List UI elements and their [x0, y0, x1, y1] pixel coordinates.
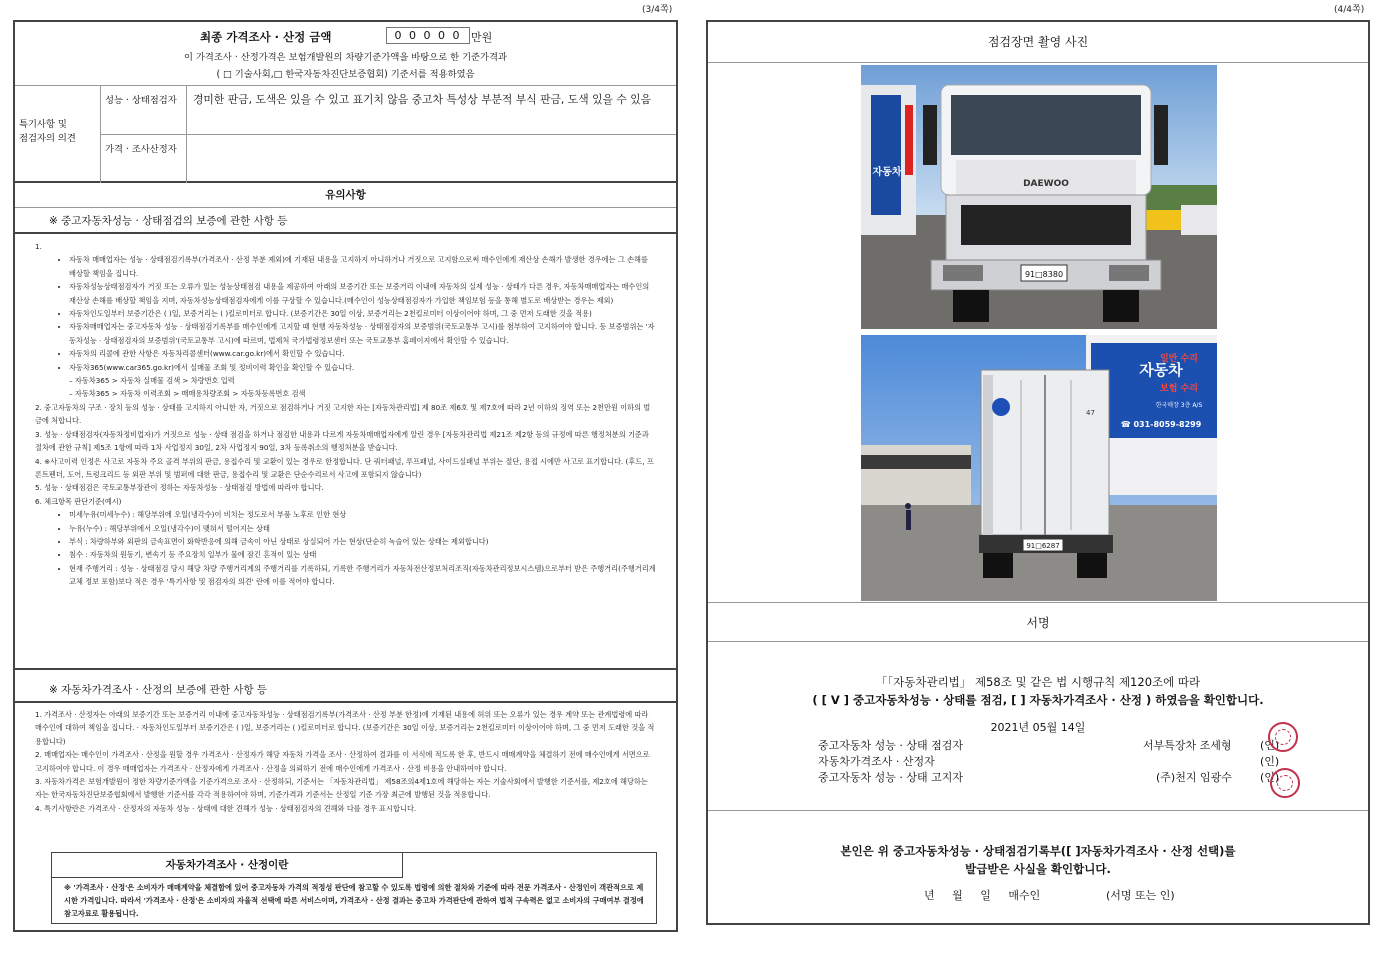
final-price-section — [15, 22, 676, 86]
sign-section-title: 서명 — [1026, 616, 1050, 630]
front-brand-text: DAEWOO — [1023, 179, 1069, 189]
item-1-subline: – 자동차365 > 자동차 이력조회 > 매매용차량조회 > 자동차등록번호 검색 — [69, 389, 306, 399]
item-1-bullet: • 자동차인도일부터 보증기간은 ( )일, 보증거리는 ( )킬로미터로 합니다. (보증기간은 30일 이상, 보증거리는 2천킬로미터 이상이어야 하며, 그 중 먼저 도래한 것을 적용) — [69, 307, 656, 320]
item-1-bullet: • 자동차 매매업자는 성능 · 상태점검기록부(가격조사 · 산정 부분 제외)에 기재된 내용을 고지하지 아니하거나 거짓으로 고지함으로써 매수인에게 재산상 손해가 발생한 경우에는 그 손해를 배상할 책임을 집니다. — [69, 253, 656, 280]
price-item: 3. 자동차가격은 보험개발원이 정한 차량기준가액을 기준가격으로 조사 · 산정하되, 기준서는 「자동차관리법」 제58조의4제1호에 해당하는 자는 기술사회에서 발행한 기준서를, 제2호에 해당하는 자는 한국자동차진단보증협회에서 발행한 기준서를 각각 적용하여야 하며, 기준가격과 기준서는 산정일 기준 가장 최근에 발행된 것을 적용합니다. — [35, 777, 648, 800]
buyer-confirm-section — [708, 810, 1368, 925]
signer-mark: (인) — [1260, 755, 1280, 768]
item-1-bullet: • 자동차매매업자는 중고자동차 성능 · 상태점검기록부를 매수인에게 고지할 때 현행 자동차성능 · 상태점검자의 보증범위(국토교통부 고시)를 첨부하여 고지하여야 합니다. 동 보증범위는 '자동차성능 · 상태점검자의 보증범위'(국토교통부 고시)에 따르며, 법제처 국가법령정보센터 또는 국토교통부 홈페이지에서 확인할 수 있습니다. — [69, 320, 656, 347]
rear-sign-line-1: 일반 수리 — [1160, 354, 1198, 364]
rear-sign-shop-name: 자동차 — [1139, 361, 1183, 379]
item-4: 4. ※사고이력 인정은 사고로 자동차 주요 골격 부위의 판금, 용접수리 및 교환이 있는 경우로 한정합니다. 단 쿼터패널, 루프패널, 사이드실패널 부위는 절단, 용접 시에만 사고로 표기합니다. (후드, 프론트펜더, 도어, 트렁크리드 등 외판 부위 및 범퍼에 대한 판금, 용접수리 및 교환은 단순수리로서 사고에 포함되지 않습니다) — [35, 456, 654, 479]
rear-inspection-photo — [861, 335, 1217, 601]
price-item: 2. 매매업자는 매수인이 가격조사 · 산정을 원할 경우 가격조사 · 산정자가 해당 자동차 가격을 조사 · 산정하여 결과를 이 서식에 적도록 한 후, 반드시 매매계약을 체결하기 전에 매수인에게 서면으로 고지하여야 합니다. 이 경우 매매업자는 가격조사 · 산정자에게 가격조사 · 산정을 의뢰하기 전에 매수인에게 가격조사 · 산정 비용을 안내하여야 합니다. — [35, 750, 650, 773]
buyer-line-2: 발급받은 사실을 확인합니다. — [965, 862, 1111, 876]
signer-role: 중고자동차 성능 · 상태 고지자 — [818, 771, 963, 784]
item-3: 3. 성능 · 상태점검자(자동차정비업자)가 거짓으로 성능 · 상태 점검을 하거나 점검한 내용과 다르게 자동차매매업자에게 알린 경우 [자동차관리법 제21조 제2항 등의 규정에 따른 행정처분의 기준과 절차에 관한 규칙] 제5조 1항에 따라 1차 사업정지 30일, 2차 사업정지 90일, 3차 등록취소의 행정처분을 받습니다. — [35, 429, 649, 453]
item-1-bullets — [35, 253, 656, 400]
final-price-unit: 만원 — [471, 31, 493, 44]
rear-sign-line-3: 한국매장 3층 A/S — [1155, 402, 1203, 409]
left-page — [13, 20, 678, 932]
special-remarks-label-2: 점검자의 의견 — [19, 133, 76, 144]
rear-sign-line-2: 보험 수리 — [1160, 384, 1198, 394]
item-6-bullet: • 침수 : 자동차의 원동기, 변속기 등 주요장치 일부가 물에 잠긴 흔적이 있는 상태 — [69, 548, 656, 561]
confirm-line: ( [ V ] 중고자동차성능 · 상태를 점검, [ ] 자동차가격조사 · 산정 ) 하였음을 확인합니다. — [812, 693, 1264, 707]
item-5: 5. 성능 · 상태점검은 국토교통부장관이 정하는 자동차성능 · 상태점검 방법에 따라야 합니다. — [35, 483, 324, 493]
inspector-seal-stamp — [1268, 722, 1298, 752]
appraisal-definition-text: ※ '가격조사 · 산정'은 소비자가 매매계약을 체결함에 있어 중고자동차 가격의 적정성 판단에 참고할 수 있도록 법령에 의한 절차와 기준에 따라 전문 가격조사 · 산정인이 객관적으로 제시한 가격입니다. 따라서 '가격조사 · 산정'은 소비자의 자율적 선택에 따른 서비스이며, 가격조사 · 산정 결과는 중고차 가격판단에 관하여 법적 구속력은 없고 소비자의 구매여부 결정에 참고자료로 활용됩니다. — [64, 883, 644, 918]
left-page-number: (3/4쪽) — [642, 5, 673, 15]
notice-header — [15, 183, 676, 208]
front-truck-image — [861, 65, 1217, 329]
inspector-label-text: 성능 · 상태점검자 — [105, 95, 177, 106]
inspector-opinion — [187, 86, 676, 135]
signer-role: 자동차가격조사 · 산정자 — [818, 755, 935, 768]
buyer-signature-line: 년 월 일 매수인 — [924, 889, 1041, 902]
appraisal-definition-title-box — [52, 853, 403, 878]
front-sign-text: 자동차 — [872, 167, 902, 178]
item-6-bullet: • 부식 : 차량하부와 외판의 금속표면이 화학반응에 의해 금속이 아닌 상태로 상실되어 가는 현상(단순히 녹슬어 있는 상태는 제외합니다) — [69, 535, 656, 548]
final-price-title: 최종 가격조사 · 산정 금액 — [200, 30, 332, 44]
inspector-label — [101, 86, 187, 135]
price-guarantee-title: ※ 자동차가격조사 · 산정의 보증에 관한 사항 등 — [49, 684, 268, 696]
guarantee-title: ※ 중고자동차성능 · 상태점검의 보증에 관한 사항 등 — [49, 215, 288, 227]
price-guarantee-header — [15, 677, 676, 703]
right-page-number: (4/4쪽) — [1334, 5, 1365, 15]
appraisal-definition-box — [51, 852, 657, 924]
photo-section-title: 점검장면 촬영 사진 — [987, 35, 1089, 49]
item-1-bullet: • 자동차성능상태점검자가 거짓 또는 오류가 있는 성능상태점검 내용을 제공하여 아래의 보증기간 또는 보증거리 이내에 자동차의 실제 성능 · 상태가 다른 경우, 자동차매매업자는 매수인의 재산상 손해를 배상할 책임을 지며, 자동차성능상태점검자에게 이를 구상할 수 있습니다.(매수인이 성능상태점검자가 가입한 책임보험 등을 통해 별도로 배상받는 경우는 제외) — [69, 280, 656, 307]
appraiser-label — [101, 135, 187, 183]
signer-row — [818, 753, 1298, 769]
signer-mark: (인) — [1260, 771, 1280, 784]
buyer-signature-note: (서명 또는 인) — [1106, 889, 1175, 902]
signer-name: (주)천지 임광수 — [1156, 771, 1232, 784]
notice-title: 유의사항 — [325, 189, 366, 201]
special-remarks-label-1: 특기사항 및 — [19, 119, 67, 130]
item-1-bullet: • 자동차365(www.car365.go.kr)에서 실매물 조회 및 정비이력 확인을 확인할 수 있습니다. — [69, 361, 656, 374]
signer-row — [818, 737, 1298, 753]
right-page — [706, 20, 1370, 925]
law-line: 「「자동차관리법」 제58조 및 같은 법 시행규칙 제120조에 따라 — [875, 675, 1201, 689]
item-6-bullet: • 미세누유(미세누수) : 해당부위에 오일(냉각수)이 비치는 정도로서 부품 노후로 인한 현상 — [69, 508, 656, 521]
rear-truck-image — [861, 335, 1217, 601]
rear-plate-text: 91□6287 — [1026, 542, 1060, 550]
photo-section-header — [708, 22, 1368, 63]
rear-door-number: 47 — [1086, 409, 1095, 417]
notifier-seal-stamp — [1270, 768, 1300, 798]
front-plate-text: 91□8380 — [1024, 270, 1064, 279]
inspector-opinion-text: 경미한 판금, 도색은 있을 수 있고 표기치 않음 중고차 특성상 부분적 부식 판금, 도색 있을 수 있음 — [193, 93, 652, 106]
signer-mark: (인) — [1260, 739, 1280, 752]
buyer-line-1: 본인은 위 중고자동차성능 · 상태점검기록부([ ]자동차가격조사 · 산정 선택)를 — [840, 844, 1236, 858]
inspection-notice-list — [15, 240, 676, 670]
special-remarks-table — [15, 86, 676, 183]
item-6-bullet: • 현재 주행거리 : 성능 · 상태점검 당시 해당 차량 주행거리계의 주행거리를 기록하되, 기록한 주행거리가 자동차전산정보처리조직(자동차관리정보시스템)으로부터 받은 주행거리(주행거리계 교체 정보 포함)보다 적은 경우 '특기사항 및 점검자의 의견' 란에 이를 적어야 합니다. — [69, 562, 656, 589]
item-6-bullets — [35, 508, 656, 588]
appraisal-definition-title: 자동차가격조사 · 산정이란 — [165, 859, 289, 871]
price-item: 1. 가격조사 · 산정자는 아래의 보증기간 또는 보증거리 이내에 중고자동차성능 · 상태점검기록부(가격조사 · 산정 부분 한정)에 기재된 내용에 허위 또는 오류가 있는 경우 계약 또는 관계법령에 따라 매수인에 대하여 책임을 집니다. · 자동차인도일부터 보증기간은 ( )일, 보증거리는 ( )킬로미터로 합니다. (보증기간은 30일 이상, 보증거리는 2천킬로미터 이상이어야 하며, 그 중 먼저 도래한 것을 적용합니다) — [35, 710, 655, 746]
item-6-bullet: • 누유(누수) : 해당부위에서 오일(냉각수)이 맺혀서 떨어지는 상태 — [69, 522, 656, 535]
price-notice-list — [15, 708, 676, 848]
item-2: 2. 중고자동차의 구조 · 장치 등의 성능 · 상태를 고지하지 아니한 자, 거짓으로 점검하거나 거짓 고지한 자는 [자동차관리법] 제 80조 제6호 및 제7호에 따라 2년 이하의 징역 또는 2천만원 이하의 벌금에 처합니다. — [35, 402, 651, 426]
appraiser-label-text: 가격 · 조사산정자 — [105, 144, 177, 155]
final-price-amount-box — [386, 27, 470, 44]
signer-role: 중고자동차 성능 · 상태 점검자 — [818, 739, 963, 752]
final-price-note-2: ( □ 기술사회,□ 한국자동차진단보증협회) 기준서를 적용하였음 — [216, 69, 475, 80]
sign-date: 2021년 05월 14일 — [990, 721, 1086, 734]
item-1-number: 1. — [35, 242, 42, 251]
special-remarks-label — [15, 86, 101, 183]
rear-sign-phone: ☎ 031-8059-8299 — [1120, 420, 1202, 429]
appraiser-opinion — [187, 135, 676, 183]
item-1-subline: – 자동차365 > 자동차 실매물 검색 > 차량번호 입력 — [69, 376, 235, 386]
final-price-note-1: 이 가격조사 · 산정가격은 보험개발원의 차량기준가액을 바탕으로 한 기준가격과 — [184, 52, 507, 63]
item-6-title: 6. 체크항목 판단기준(예시) — [35, 496, 122, 506]
item-1-bullet: • 자동차의 리콜에 관한 사항은 자동차리콜센터(www.car.go.kr)에서 확인할 수 있습니다. — [69, 347, 656, 360]
signer-row — [818, 769, 1298, 785]
signer-name: 서부특장차 조세형 — [1143, 739, 1232, 752]
front-inspection-photo — [861, 65, 1217, 329]
price-item: 4. 특기사항란은 가격조사 · 산정자의 자동차 성능 · 상태에 대한 견해가 성능 · 상태점검자의 견해와 다를 경우 표시합니다. — [35, 803, 417, 813]
final-price-amount: 0 0 0 0 0 — [394, 29, 462, 42]
guarantee-header — [15, 208, 676, 234]
sign-section-header — [708, 602, 1368, 642]
